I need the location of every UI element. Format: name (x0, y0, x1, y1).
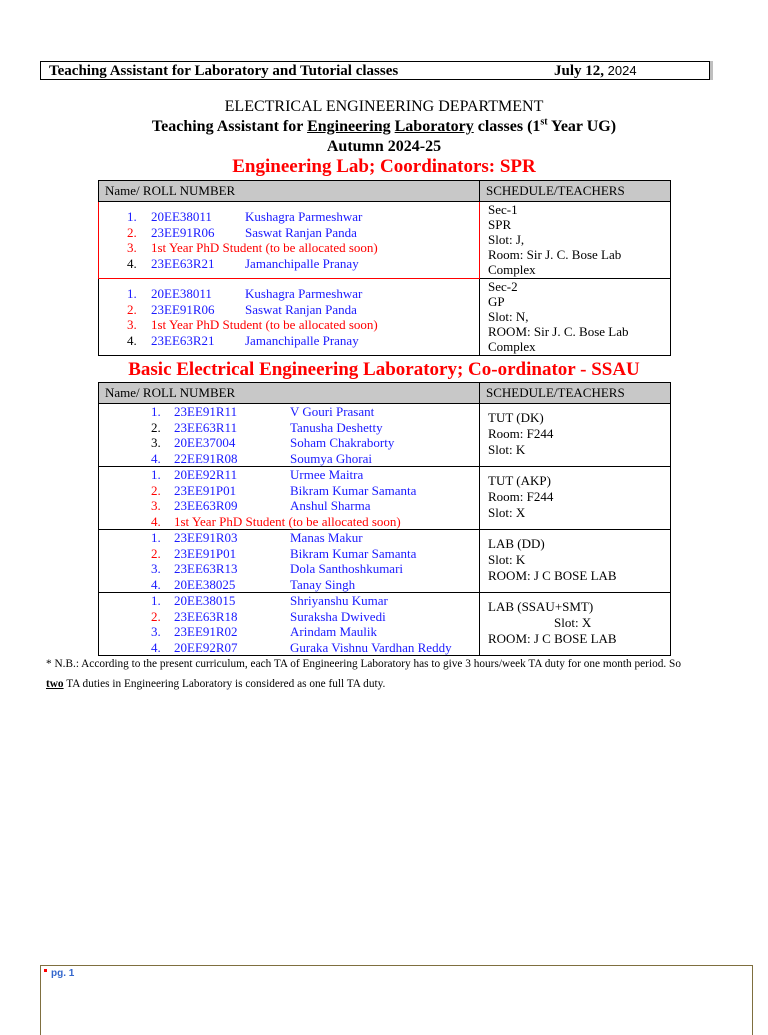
schedule-line: SPR (488, 217, 512, 232)
schedule-line: Room: F244 (488, 489, 554, 504)
names-cell (99, 404, 480, 467)
schedule-cell (480, 404, 671, 467)
section2-title: Basic Electrical Engineering Laboratory; Co-ordinator - SSAU (128, 359, 640, 380)
ta-list (99, 467, 479, 529)
schedule-cell (480, 467, 671, 530)
section1-title: Engineering Lab; Coordinators: SPR (232, 156, 536, 177)
schedule-line: Complex (488, 339, 536, 354)
table-row (99, 202, 671, 279)
schedule-line: Slot: X (488, 505, 526, 520)
ta-list (99, 530, 479, 592)
column-header-name: Name/ ROLL NUMBER (99, 383, 480, 404)
subtitle-underlined-laboratory: Laboratory (394, 118, 474, 135)
schedule-cell (480, 202, 671, 279)
header-date-main: July 12, (554, 63, 605, 79)
engineering-lab-table (98, 180, 671, 356)
schedule-line: Room: Sir J. C. Bose Lab (488, 247, 622, 262)
list-item: 3. 1st Year PhD Student (to be allocated soon) (127, 240, 378, 255)
list-item: 3. 20EE37004 Soham Chakraborty (151, 435, 395, 450)
list-item: 4. 20EE38025 Tanay Singh (151, 576, 356, 592)
list-item: 2. 23EE91R06 Saswat Ranjan Panda (127, 301, 357, 317)
subtitle-superscript: st (540, 116, 548, 128)
list-item: 2. 23EE63R11 Tanusha Deshetty (151, 419, 383, 435)
list-item: 4. 23EE63R21 Jamanchipalle Pranay (127, 332, 359, 348)
ta-list (99, 202, 479, 273)
list-item: 3. 23EE63R13 Dola Santhoshkumari (151, 561, 404, 576)
schedule-line: Sec-1 (488, 202, 518, 217)
schedule-line: ROOM: Sir J. C. Bose Lab (488, 324, 629, 339)
schedule-cell (480, 530, 671, 593)
footnote-text: TA duties in Engineering Laboratory is considered as one full TA duty. (63, 678, 386, 690)
subtitle-part: Teaching Assistant for (151, 118, 308, 135)
list-item: 2. 23EE63R18 Suraksha Dwivedi (151, 608, 386, 624)
department-heading: ELECTRICAL ENGINEERING DEPARTMENT (224, 98, 544, 115)
list-item: 2. 23EE91P01 Bikram Kumar Samanta (151, 545, 417, 561)
subtitle-part: classes (1 (473, 118, 541, 135)
header-title: Teaching Assistant for Laboratory and Tutorial classes (49, 63, 399, 79)
ta-list (99, 279, 479, 350)
page-number: pg. 1 (51, 968, 75, 979)
footnote (46, 654, 696, 694)
list-item: 1. 20EE38011 Kushagra Parmeshwar (127, 209, 363, 224)
schedule-line: LAB (SSAU+SMT) (488, 599, 594, 614)
names-cell (99, 279, 480, 356)
schedule-line: Sec-2 (488, 279, 518, 294)
document-subtitle (0, 117, 768, 137)
names-cell (99, 202, 480, 279)
list-item: 3. 23EE63R09 Anshul Sharma (151, 498, 371, 513)
table-header-row (99, 383, 671, 404)
subtitle-part: Year UG) (547, 118, 617, 135)
list-item: 2. 23EE91P01 Bikram Kumar Samanta (151, 482, 417, 498)
list-item: 2. 23EE91R06 Saswat Ranjan Panda (127, 224, 357, 240)
schedule-line: Room: F244 (488, 426, 554, 441)
table-row (99, 593, 671, 656)
column-header-schedule: SCHEDULE/TEACHERS (480, 383, 671, 404)
schedule-line: GP (488, 294, 505, 309)
list-item: 1. 20EE38011 Kushagra Parmeshwar (127, 286, 363, 301)
subtitle-underlined-engineering: Engineering (307, 118, 391, 135)
schedule-line: Slot: X (554, 615, 592, 630)
schedule-line: Complex (488, 262, 536, 277)
names-cell (99, 593, 480, 656)
table-header-row (99, 181, 671, 202)
names-cell (99, 530, 480, 593)
session-heading: Autumn 2024-25 (326, 138, 442, 155)
schedule-line: Slot: J, (488, 232, 525, 247)
header-date-year: 2024 (604, 63, 637, 78)
column-header-schedule: SCHEDULE/TEACHERS (480, 181, 671, 202)
schedule-line: ROOM: J C BOSE LAB (488, 568, 617, 583)
schedule-cell (480, 279, 671, 356)
page-footer (40, 965, 753, 1035)
names-cell (99, 467, 480, 530)
list-item: 3. 23EE91R02 Arindam Maulik (151, 624, 378, 639)
column-header-name: Name/ ROLL NUMBER (99, 181, 480, 202)
schedule-cell (480, 593, 671, 656)
schedule-line: LAB (DD) (488, 536, 545, 551)
header-date (554, 62, 637, 80)
table-row (99, 404, 671, 467)
list-item: 4. 20EE92R07 Guraka Vishnu Vardhan Reddy (151, 639, 452, 655)
basic-electrical-lab-table (98, 382, 671, 656)
footer-mark (44, 969, 47, 972)
list-item: 1. 23EE91R03 Manas Makur (151, 530, 363, 545)
list-item: 1. 20EE38015 Shriyanshu Kumar (151, 593, 388, 608)
list-item: 3. 1st Year PhD Student (to be allocated soon) (127, 317, 378, 332)
ta-list (99, 593, 479, 655)
footnote-text: * N.B.: According to the present curriculum, each TA of Engineering Laboratory has to give 3 hours/week TA duty for one month period. So (46, 658, 681, 670)
schedule-line: Slot: N, (488, 309, 529, 324)
ta-list (99, 404, 479, 466)
list-item: 4. 1st Year PhD Student (to be allocated soon) (151, 513, 401, 529)
list-item: 4. 23EE63R21 Jamanchipalle Pranay (127, 255, 359, 271)
table-row (99, 467, 671, 530)
schedule-line: Slot: K (488, 442, 526, 457)
list-item: 4. 22EE91R08 Soumya Ghorai (151, 450, 372, 466)
schedule-line: Slot: K (488, 552, 526, 567)
header-bar (40, 61, 710, 80)
schedule-line: ROOM: J C BOSE LAB (488, 631, 617, 646)
list-item: 1. 23EE91R11 V Gouri Prasant (151, 404, 375, 419)
table-row (99, 530, 671, 593)
schedule-line: TUT (DK) (488, 410, 544, 425)
table-row (99, 279, 671, 356)
list-item: 1. 20EE92R11 Urmee Maitra (151, 467, 364, 482)
schedule-line: TUT (AKP) (488, 473, 551, 488)
footnote-emphasis: two (46, 678, 64, 690)
